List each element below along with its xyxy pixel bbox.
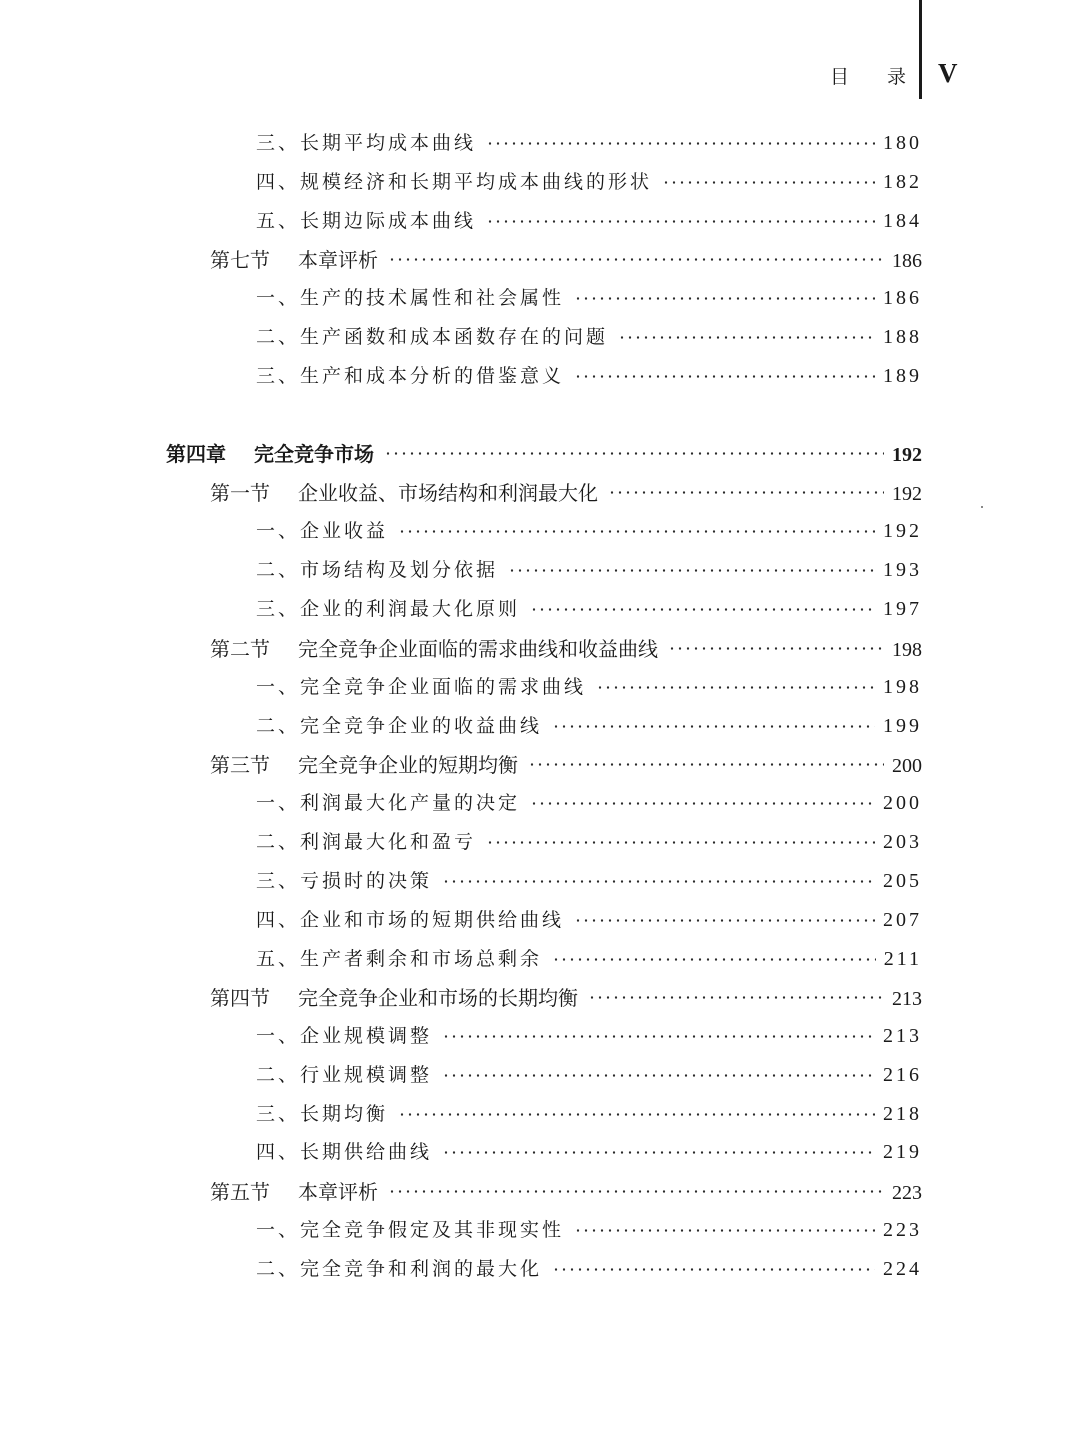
toc-entry-page: 192 bbox=[892, 444, 922, 466]
toc-entry-item bbox=[256, 905, 922, 935]
toc-entry-page: 182 bbox=[883, 171, 922, 193]
toc-entry-page: 207 bbox=[883, 909, 922, 931]
toc-entry-page: 205 bbox=[883, 870, 922, 892]
toc-entry-page: 188 bbox=[883, 326, 922, 348]
toc-entry-text: 一、完全竞争企业面临的需求曲线 bbox=[256, 676, 587, 698]
toc-entry-section bbox=[210, 244, 922, 274]
toc-entry-page: 192 bbox=[883, 520, 922, 542]
toc-entry-page: 193 bbox=[883, 559, 922, 581]
dot-leader bbox=[486, 142, 875, 145]
toc-entry-title bbox=[256, 555, 498, 582]
header-title-char-1: 目 bbox=[830, 66, 850, 88]
dot-leader bbox=[530, 608, 875, 611]
toc-entry-item bbox=[256, 128, 922, 158]
toc-entry-page: 186 bbox=[883, 287, 922, 309]
toc-entry-item bbox=[256, 167, 922, 197]
toc-entry-title bbox=[256, 516, 388, 543]
toc-entry-text: 五、生产者剩余和市场总剩余 bbox=[256, 948, 543, 970]
toc-entry-page: 200 bbox=[892, 755, 922, 777]
toc-entry-label: 第七节 bbox=[210, 248, 270, 272]
toc-entry-title bbox=[256, 711, 542, 738]
toc-entry-item bbox=[256, 555, 922, 585]
toc-entry-title bbox=[256, 1215, 564, 1242]
toc-entry-text: 二、利润最大化和盈亏 bbox=[256, 831, 477, 853]
toc-entry-title bbox=[256, 361, 564, 388]
toc-entry-title bbox=[256, 905, 564, 932]
toc-entry-label: 第四章 bbox=[166, 442, 226, 466]
toc-entry-item bbox=[256, 1215, 922, 1245]
toc-entry-label: 第一节 bbox=[210, 481, 270, 505]
toc-entry-page: 197 bbox=[883, 598, 922, 620]
toc-entry-item bbox=[256, 361, 922, 391]
dot-leader bbox=[596, 686, 875, 689]
dot-leader bbox=[388, 1190, 884, 1193]
toc-entry-text: 二、行业规模调整 bbox=[256, 1064, 433, 1086]
toc-entry-item bbox=[256, 283, 922, 313]
dot-leader bbox=[574, 375, 875, 378]
toc-entry-text: 一、利润最大化产量的决定 bbox=[256, 792, 521, 814]
toc-entry-text: 一、企业收益 bbox=[256, 520, 389, 542]
toc-entry-text: 完全竞争企业面临的需求曲线和收益曲线 bbox=[298, 637, 658, 661]
toc-entry-page: 184 bbox=[883, 210, 922, 232]
toc-entry-page: 213 bbox=[883, 1025, 922, 1047]
dot-leader bbox=[574, 919, 875, 922]
toc-entry-title bbox=[256, 1099, 388, 1126]
toc-entry-page: 223 bbox=[883, 1219, 922, 1241]
toc-entry-item bbox=[256, 516, 922, 546]
dot-leader bbox=[668, 647, 884, 650]
toc-entry-item bbox=[256, 206, 922, 236]
dot-leader bbox=[530, 802, 875, 805]
toc-entry-item bbox=[256, 1137, 922, 1167]
dot-leader bbox=[384, 452, 884, 455]
dot-leader bbox=[508, 569, 875, 572]
toc-entry-page: 198 bbox=[892, 639, 922, 661]
toc-entry-text: 四、规模经济和长期平均成本曲线的形状 bbox=[256, 171, 653, 193]
toc-entry-page: 223 bbox=[892, 1182, 922, 1204]
toc-entry-page: 216 bbox=[883, 1064, 922, 1086]
toc-entry-item bbox=[256, 866, 922, 896]
toc-entry-page: 192 bbox=[892, 483, 922, 505]
toc-entry-text: 完全竞争企业和市场的长期均衡 bbox=[298, 986, 578, 1010]
dot-leader bbox=[552, 958, 876, 961]
toc-entry-title bbox=[256, 206, 476, 233]
toc-entry-page: 200 bbox=[883, 792, 922, 814]
toc-entry-item bbox=[256, 594, 922, 624]
toc-entry-text: 二、完全竞争企业的收益曲线 bbox=[256, 715, 543, 737]
toc-entry-title bbox=[256, 1060, 432, 1087]
toc-entry-text: 二、完全竞争和利润的最大化 bbox=[256, 1258, 543, 1280]
dot-leader bbox=[552, 725, 875, 728]
toc-entry-title bbox=[256, 1137, 432, 1164]
toc-entry-page: 198 bbox=[883, 676, 922, 698]
dot-leader bbox=[442, 1074, 875, 1077]
toc-entry-page: 199 bbox=[883, 715, 922, 737]
toc-entry-page: 186 bbox=[892, 250, 922, 272]
toc-entry-item bbox=[256, 788, 922, 818]
toc-entry-text: 三、企业的利润最大化原则 bbox=[256, 598, 521, 620]
toc-entry-title bbox=[256, 788, 520, 815]
toc-entry-page: 189 bbox=[883, 365, 922, 387]
toc-entry-section bbox=[210, 749, 922, 779]
toc-entry-title bbox=[166, 438, 374, 467]
header-page-number: V bbox=[938, 58, 958, 88]
toc-entry-title bbox=[256, 827, 476, 854]
toc-entry-title bbox=[256, 944, 542, 971]
toc-entry-text: 二、生产函数和成本函数存在的问题 bbox=[256, 326, 609, 348]
toc-entry-text: 企业收益、市场结构和利润最大化 bbox=[298, 481, 598, 505]
toc-entry-chapter bbox=[166, 438, 922, 468]
dot-leader bbox=[442, 1151, 875, 1154]
dot-leader bbox=[388, 258, 884, 261]
toc-entry-item bbox=[256, 1021, 922, 1051]
toc-entry-title bbox=[256, 1254, 542, 1281]
toc-entry-title bbox=[256, 672, 586, 699]
scan-speck bbox=[981, 506, 983, 508]
toc-entry-item bbox=[256, 672, 922, 702]
toc-entry-title bbox=[210, 749, 518, 778]
toc-entry-text: 四、企业和市场的短期供给曲线 bbox=[256, 909, 565, 931]
dot-leader bbox=[398, 1113, 875, 1116]
toc-entry-item bbox=[256, 322, 922, 352]
toc-entry-item bbox=[256, 944, 922, 974]
toc-entry-page: 211 bbox=[883, 948, 922, 970]
toc-entry-title bbox=[256, 283, 564, 310]
toc-entry-text: 本章评析 bbox=[298, 248, 378, 272]
dot-leader bbox=[486, 841, 875, 844]
toc-entry-item bbox=[256, 1099, 922, 1129]
toc-entry-title bbox=[256, 322, 608, 349]
dot-leader bbox=[442, 880, 875, 883]
toc-entry-item bbox=[256, 711, 922, 741]
dot-leader bbox=[552, 1268, 875, 1271]
toc-entry-title bbox=[256, 128, 476, 155]
toc-entry-label: 第二节 bbox=[210, 637, 270, 661]
toc-entry-section bbox=[210, 633, 922, 663]
toc-entry-text: 五、长期边际成本曲线 bbox=[256, 210, 477, 232]
toc-entry-text: 四、长期供给曲线 bbox=[256, 1141, 433, 1163]
toc-entry-text: 二、市场结构及划分依据 bbox=[256, 559, 499, 581]
toc-entry-section bbox=[210, 1176, 922, 1206]
toc-entry-text: 一、完全竞争假定及其非现实性 bbox=[256, 1219, 565, 1241]
toc-entry-page: 218 bbox=[883, 1103, 922, 1125]
toc-entry-label: 第四节 bbox=[210, 986, 270, 1010]
toc-entry-page: 203 bbox=[883, 831, 922, 853]
toc-entry-title bbox=[210, 982, 578, 1011]
dot-leader bbox=[442, 1035, 875, 1038]
dot-leader bbox=[588, 996, 884, 999]
toc-entry-text: 三、长期平均成本曲线 bbox=[256, 132, 477, 154]
toc-entry-title bbox=[210, 633, 658, 662]
toc-entry-text: 三、生产和成本分析的借鉴意义 bbox=[256, 365, 565, 387]
toc-entry-item bbox=[256, 1060, 922, 1090]
toc-entry-title bbox=[210, 477, 598, 506]
toc-entry-title bbox=[256, 167, 652, 194]
dot-leader bbox=[486, 220, 875, 223]
toc-entry-title bbox=[210, 1176, 378, 1205]
toc-entry-page: 224 bbox=[883, 1258, 922, 1280]
dot-leader bbox=[662, 181, 875, 184]
toc-entry-item bbox=[256, 1254, 922, 1284]
dot-leader bbox=[574, 1229, 875, 1232]
toc-entry-page: 180 bbox=[883, 132, 922, 154]
toc-entry-page: 219 bbox=[883, 1141, 922, 1163]
header-title-char-2: 录 bbox=[887, 66, 907, 88]
toc-entry-label: 第三节 bbox=[210, 753, 270, 777]
toc-entry-text: 完全竞争企业的短期均衡 bbox=[298, 753, 518, 777]
dot-leader bbox=[398, 530, 875, 533]
toc-entry-text: 本章评析 bbox=[298, 1180, 378, 1204]
dot-leader bbox=[528, 763, 884, 766]
toc-entry-title bbox=[256, 594, 520, 621]
toc-entry-text: 一、生产的技术属性和社会属性 bbox=[256, 287, 565, 309]
toc-entry-text: 三、亏损时的决策 bbox=[256, 870, 433, 892]
toc-entry-page: 213 bbox=[892, 988, 922, 1010]
toc-entry-section bbox=[210, 477, 922, 507]
toc-entry-section bbox=[210, 982, 922, 1012]
toc-entry-text: 三、长期均衡 bbox=[256, 1103, 389, 1125]
dot-leader bbox=[608, 491, 884, 494]
toc-entry-title bbox=[210, 244, 378, 273]
toc-entry-label: 第五节 bbox=[210, 1180, 270, 1204]
toc-entry-title bbox=[256, 1021, 432, 1048]
toc-entry-title bbox=[256, 866, 432, 893]
toc-entry-item bbox=[256, 827, 922, 857]
dot-leader bbox=[618, 336, 875, 339]
dot-leader bbox=[574, 297, 875, 300]
toc-entry-text: 完全竞争市场 bbox=[254, 442, 374, 466]
toc-entry-text: 一、企业规模调整 bbox=[256, 1025, 433, 1047]
